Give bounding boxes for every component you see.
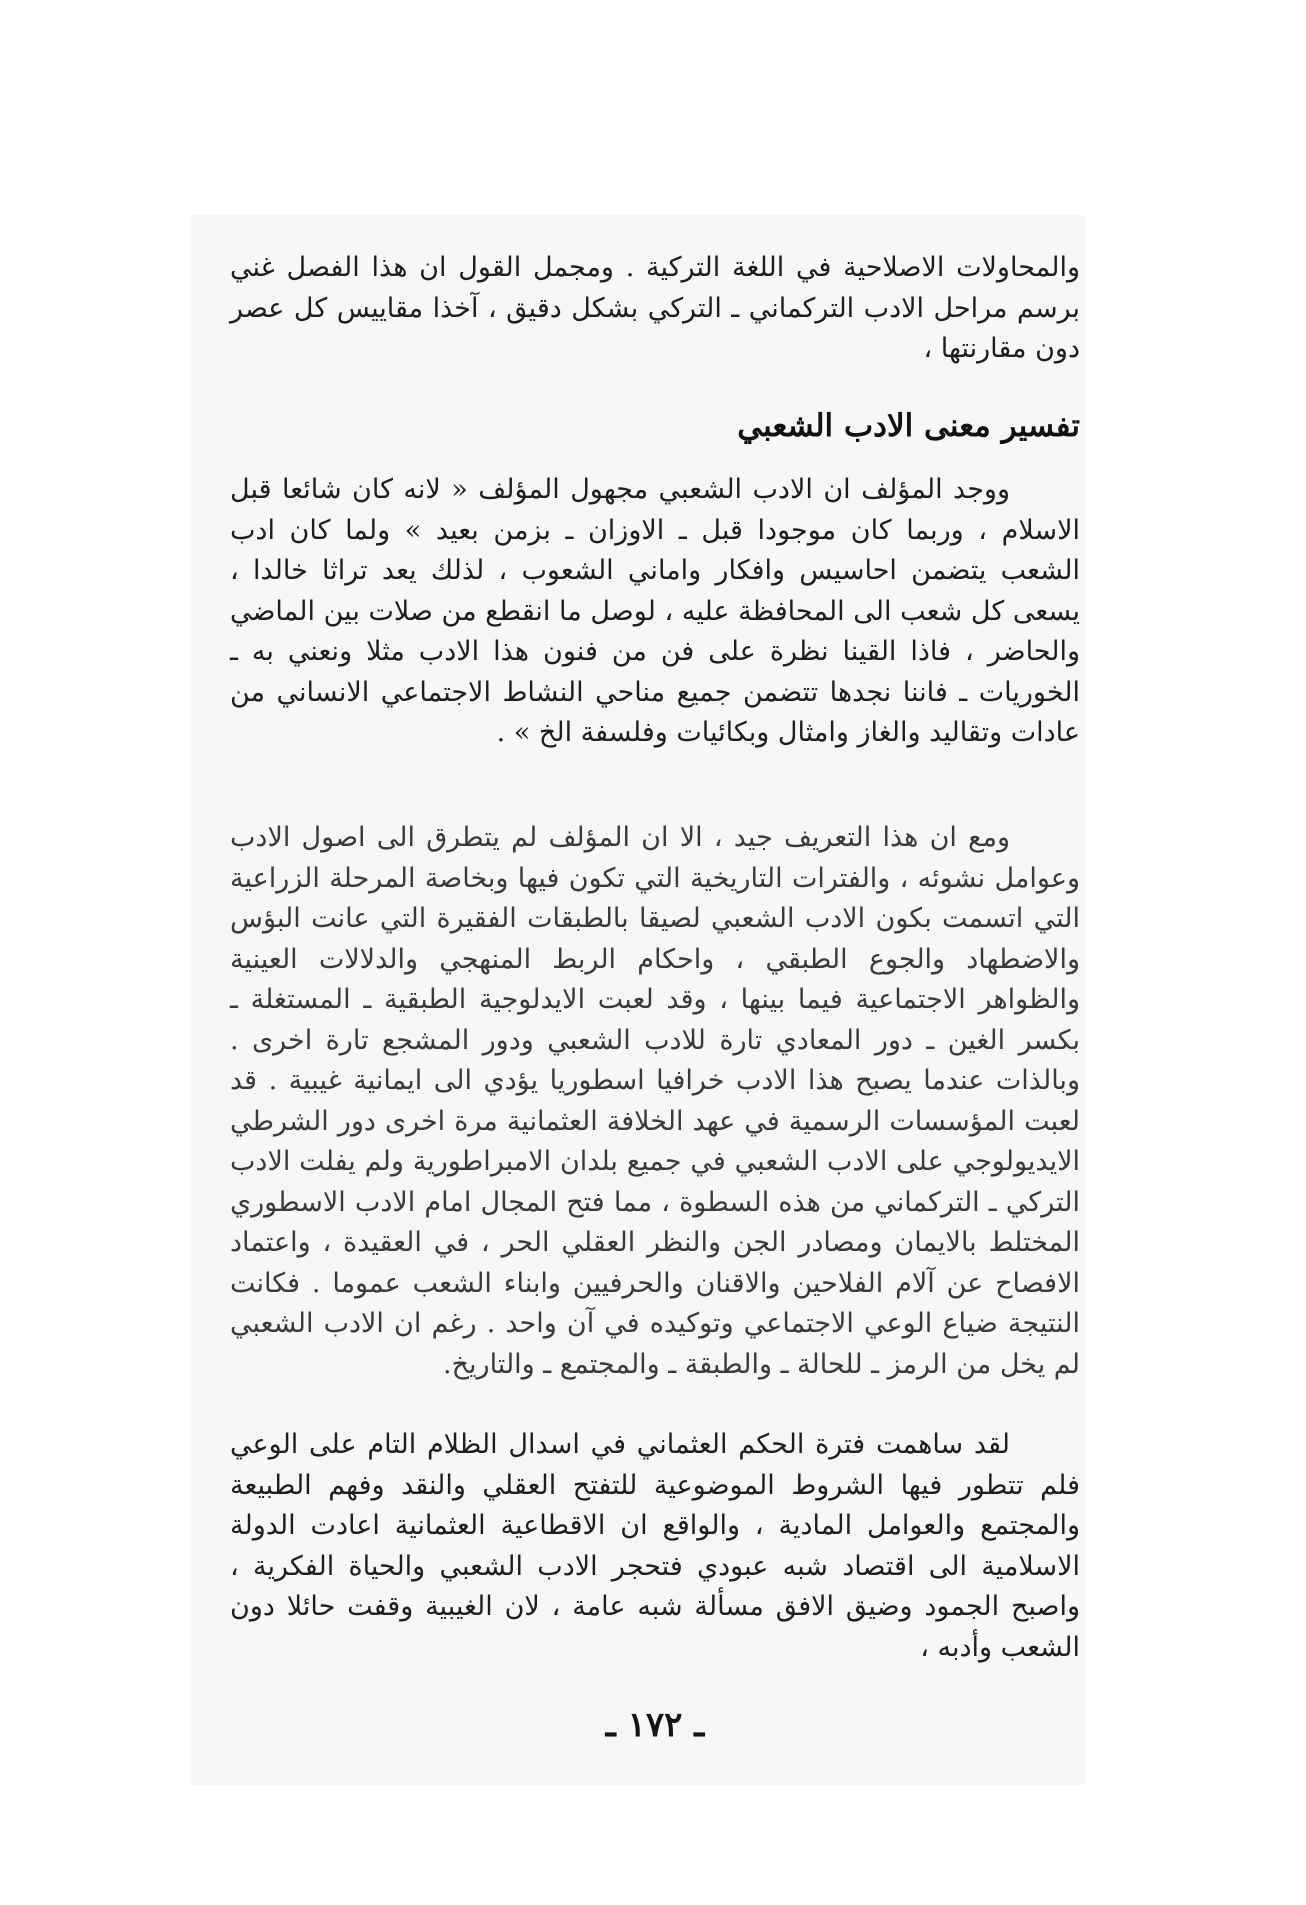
intro-paragraph: والمحاولات الاصلاحية في اللغة التركية . ومجمل القول ان هذا الفصل غني برسم مراحل الادب التركماني ـ التركي بشكل دقيق ، آخذا مقاييس كل عصر دون مقارنتها ، [230,252,1080,364]
paragraph-1: ووجد المؤلف ان الادب الشعبي مجهول المؤلف « لانه كان شائعا قبل الاسلام ، وربما كان موجودا قبل ـ الاوزان ـ بزمن بعيد » ولما كان ادب الشعب يتضمن احاسيس وافكار واماني الشعوب ، لذلك يعد تراثا خالدا ، يسعى كل شعب الى المحافظة عليه ، لوصل ما انقطع من صلات بين الماضي والحاضر ، فاذا القينا نظرة على فن من فنون هذا الادب مثلا ونعني به ـ الخوريات ـ فاننا نجدها تتضمن جميع مناحي النشاط الاجتماعي الانساني من عادات وتقاليد والغاز وامثال وبكائيات وفلسفة الخ » . [230,474,1080,748]
paragraph-3: لقد ساهمت فترة الحكم العثماني في اسدال الظلام التام على الوعي فلم تتطور فيها الشروط الموضوعية للتفتح العقلي والنقد وفهم الطبيعة والمجتمع والعوامل المادية ، والواقع ان الاقطاعية العثمانية اعادت الدولة الاسلامية الى اقتصاد شبه عبودي فتحجر الادب الشعبي والحياة الفكرية ، واصبح الجمود وضيق الافق مسألة شبه عامة ، لان الغيبية وقفت حائلا دون الشعب وأدبه ، [230,1429,1080,1663]
section-heading: تفسير معنى الادب الشعبي [737,408,1080,444]
page-number: ـ ١٧٢ ـ [605,1705,705,1745]
paragraph-2: ومع ان هذا التعريف جيد ، الا ان المؤلف لم يتطرق الى اصول الادب وعوامل نشوئه ، والفترات التاريخية التي تكون فيها وبخاصة المرحلة الزراعية التي اتسمت بكون الادب الشعبي لصيقا بالطبقات الفقيرة التي عانت البؤس والاضطهاد والجوع الطبقي ، واحكام الربط المنهجي والدلالات العينية والظواهر الاجتماعية فيما بينها ، وقد لعبت الايدلوجية الطبقية ـ المستغلة ـ بكسر الغين ـ دور المعادي تارة للادب الشعبي ودور المشجع تارة اخرى . وبالذات عندما يصبح هذا الادب خرافيا اسطوريا يؤدي الى ايمانية غيبية . قد لعبت المؤسسات الرسمية في عهد الخلافة العثمانية مرة اخرى دور الشرطي الايديولوجي على الادب الشعبي في جميع بلدان الامبراطورية ولم يفلت الادب التركي ـ التركماني من هذه السطوة ، مما فتح المجال امام الادب الاسطوري المختلط بالايمان ومصادر الجن والنظر العقلي الحر ، في العقيدة ، واعتماد الافصاح عن آلام الفلاحين والاقنان والحرفيين وابناء الشعب عموما . فكانت النتيجة ضياع الوعي الاجتماعي وتوكيده في آن واحد . رغم ان الادب الشعبي لم يخل من الرمز ـ للحالة ـ والطبقة ـ والمجتمع ـ والتاريخ. [230,822,1080,1380]
